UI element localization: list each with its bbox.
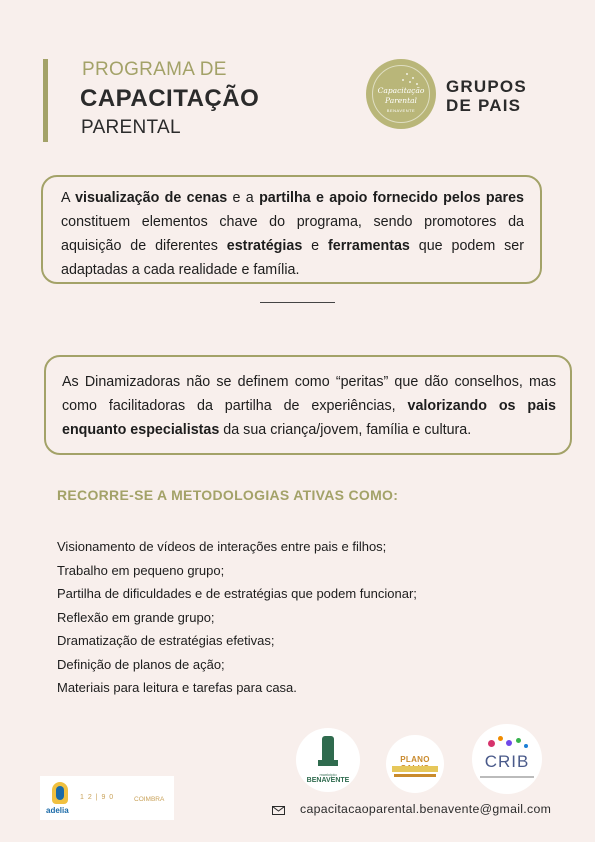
section-divider bbox=[260, 302, 335, 303]
title-line-2: CAPACITAÇÃO bbox=[80, 85, 260, 112]
key-elements-text: A visualização de cenas e a partilha e apoio fornecido pelos pares constituem elementos chave do programa, sendo promotores da aquisição de diferentes estratégias e ferramentas que podem ser adaptadas a cada realidade e família. bbox=[61, 190, 524, 278]
group-heading-line-1: GRUPOS bbox=[446, 77, 527, 96]
crib-logo: CRIB bbox=[472, 724, 542, 794]
list-item: Partilha de dificuldades e de estratégias que podem funcionar; bbox=[57, 586, 417, 601]
list-item: Trabalho em pequeno grupo; bbox=[57, 562, 225, 578]
list-item: Visionamento de vídeos de interações entre pais e filhos; bbox=[57, 539, 387, 554]
partners-logo-strip: adelia 1 2 | 9 0 COIMBRA bbox=[40, 776, 174, 820]
group-heading bbox=[446, 77, 527, 115]
list-item: Reflexão em grande grupo; bbox=[57, 609, 215, 625]
list-item: Materiais para leitura e tarefas para casa. bbox=[57, 680, 297, 695]
facilitators-box bbox=[44, 355, 572, 455]
methodologies-list bbox=[57, 535, 417, 700]
contact-email[interactable]: capacitacaoparental.benavente@gmail.com bbox=[300, 802, 552, 816]
list-item: Definição de planos de ação; bbox=[57, 656, 225, 672]
title-accent-bar bbox=[43, 59, 48, 142]
title-line-1: PROGRAMA DE bbox=[82, 59, 227, 80]
plano-salus-logo: PLANO bbox=[386, 735, 444, 793]
badge-text-1: Capacitação bbox=[377, 86, 425, 95]
list-item: Dramatização de estratégias efetivas; bbox=[57, 633, 275, 648]
methodologies-heading: RECORRE-SE A METODOLOGIAS ATIVAS COMO: bbox=[57, 487, 399, 503]
key-elements-box bbox=[41, 175, 542, 284]
title-line-3: PARENTAL bbox=[81, 117, 181, 138]
badge-text-3: BENAVENTE bbox=[386, 108, 416, 113]
municipio-benavente-logo: município BENAVENTE bbox=[296, 728, 360, 792]
badge-text-2: Parental bbox=[385, 96, 417, 105]
group-heading-line-2: DE PAIS bbox=[446, 96, 522, 115]
program-badge-logo bbox=[366, 59, 436, 129]
mail-icon bbox=[272, 806, 285, 815]
facilitators-text: As Dinamizadoras não se definem como “peritas” que dão conselhos, mas como facilitadoras da partilha de experiências, valorizando os pais enquanto especialistas da sua criança/jovem, família e cultura. bbox=[62, 374, 557, 438]
